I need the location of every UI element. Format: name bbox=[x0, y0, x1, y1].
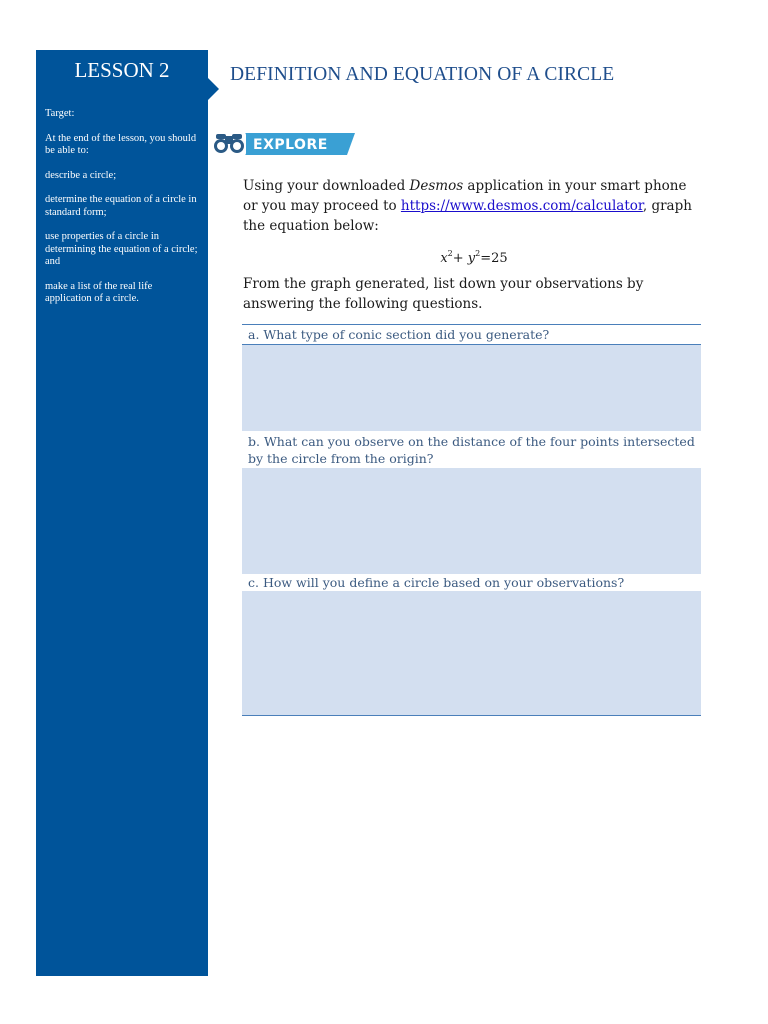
objective-item: use properties of a circle in determining the equation of a circle; and bbox=[45, 231, 198, 267]
question-a: a. What type of conic section did you generate? bbox=[248, 327, 550, 342]
lesson-targets bbox=[45, 108, 201, 318]
instruction-paragraph: From the graph generated, list down your observations by answering the following questions. bbox=[243, 276, 644, 312]
lesson-number: LESSON 2 bbox=[74, 58, 170, 82]
answer-box-b[interactable] bbox=[242, 468, 701, 574]
answer-box-a[interactable] bbox=[242, 345, 701, 431]
desmos-link[interactable]: https://www.desmos.com/calculator bbox=[400, 198, 643, 214]
intro-text: Using your downloaded bbox=[243, 178, 410, 194]
explore-banner bbox=[210, 129, 360, 159]
objective-item: describe a circle; bbox=[45, 169, 117, 181]
intro-text: , graph the equation below: bbox=[243, 198, 692, 234]
lesson-sidebar bbox=[36, 50, 208, 976]
intro-text: application in your smart phone or you may proceed to bbox=[243, 178, 687, 214]
answer-box-c[interactable] bbox=[242, 591, 701, 715]
question-b: b. What can you observe on the distance of the four points intersected by the circle from the origin? bbox=[248, 434, 695, 466]
target-intro: At the end of the lesson, you should be able to: bbox=[45, 132, 197, 156]
page-title: DEFINITION AND EQUATION OF A CIRCLE bbox=[230, 64, 615, 85]
binoculars-icon bbox=[212, 132, 246, 156]
circle-equation: $x^2+ y^2=25$ bbox=[440, 249, 508, 266]
explore-label: EXPLORE bbox=[253, 137, 328, 153]
target-label: Target: bbox=[45, 108, 75, 119]
intro-paragraph bbox=[243, 176, 705, 236]
question-c: c. How will you define a circle based on your observations? bbox=[248, 575, 625, 590]
sidebar-pointer bbox=[208, 78, 219, 100]
question-divider bbox=[242, 324, 701, 325]
app-name: Desmos bbox=[409, 178, 464, 194]
question-divider bbox=[242, 715, 701, 716]
objective-item: make a list of the real life application of a circle. bbox=[45, 280, 153, 304]
objective-item: determine the equation of a circle in standard form; bbox=[45, 194, 197, 218]
